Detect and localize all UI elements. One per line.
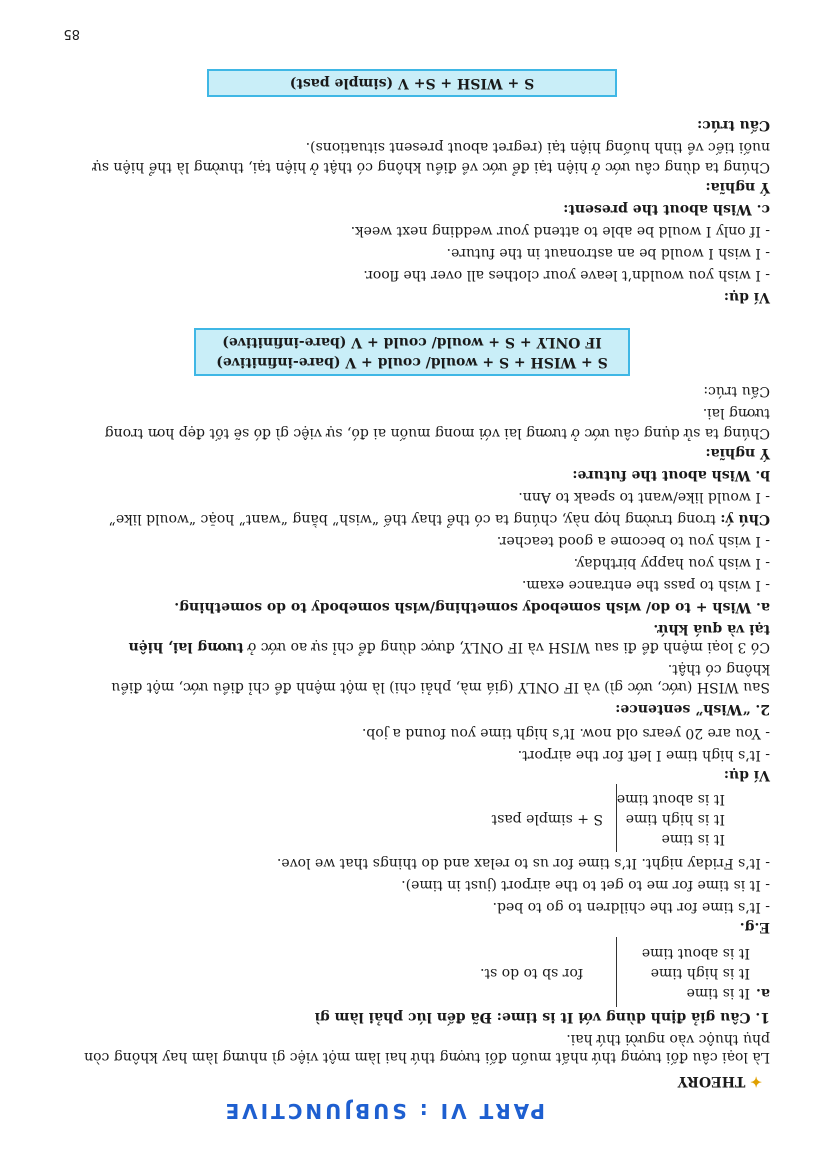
- example-line: - You are 20 years old now. It’s high time you found a job.: [361, 725, 770, 741]
- example-line: - I wish you wouldn’t leave your clothes all over the floor.: [363, 267, 770, 283]
- note-line: Chú ý: trong trường hợp này, chúng ta có thể thay thế “wish” bằng “want” hoặc “would like”: [108, 511, 770, 527]
- structure-item: It is high time: [625, 811, 725, 827]
- paragraph-line: nuối tiếc về tình huống hiện tại (regret about present situations).: [305, 139, 770, 155]
- vi-du-label: Ví dụ:: [723, 289, 770, 305]
- structure-label: Cấu trúc:: [703, 383, 770, 399]
- page-title: PART VI : SUBJUNCTIVE: [222, 1099, 545, 1123]
- meaning-label: Ý nghĩa:: [705, 179, 770, 195]
- structure-label: Cấu trúc:: [697, 117, 770, 133]
- paragraph-line: Có 3 loại mệnh đề đi sau WISH và IF ONLY, được dùng để chỉ sự ao ước ở tương lai, hiện: [128, 639, 770, 655]
- subsection-a-heading: a. Wish + to do/ wish somebody something/wish somebody to do something.: [174, 599, 770, 615]
- star-icon: ✦: [750, 1073, 762, 1089]
- vi-du-label: Ví dụ:: [723, 767, 770, 783]
- example-line: - If only I would be able to attend your wedding next week.: [350, 223, 770, 239]
- example-line: - I wish you to become a good teacher.: [496, 533, 770, 549]
- formula-line: S + WISH + S + would/ could + V (bare-infinitive): [216, 354, 608, 370]
- structure-item: It is time: [686, 985, 750, 1001]
- section1-heading: 1. Câu giả định dùng với It is time: Đã đến lúc phải làm gì: [314, 1009, 770, 1025]
- example-line: - It’s time for the children to go to bed.: [492, 899, 770, 915]
- structure-item: It is high time: [650, 965, 750, 981]
- structure-divider: [616, 937, 617, 1007]
- formula-box: [207, 69, 617, 97]
- structure-item: It is time: [661, 831, 725, 847]
- example-line: - I would like/want to speak to Ann.: [518, 489, 770, 505]
- meaning-label: Ý nghĩa:: [705, 445, 770, 461]
- subsection-b-heading: b. Wish about the future:: [572, 467, 770, 483]
- page-number: 85: [63, 26, 80, 41]
- intro-line: phụ thuộc vào người thứ hai.: [566, 1031, 770, 1047]
- example-line: - I wish I would be an astronaut in the future.: [446, 245, 770, 261]
- structure-divider: [616, 784, 617, 852]
- paragraph-line: Chúng ta sử dụng câu ước ở tương lai với mong muốn ai đó, sự việc gì đó sẽ tốt đẹp hơn trong: [104, 425, 770, 441]
- formula-line: IF ONLY + S + would/ could + V (bare-infinitive): [222, 334, 602, 350]
- paragraph-line: không có thật.: [667, 661, 770, 677]
- example-line: - I wish to pass the entrance exam.: [521, 577, 770, 593]
- example-line: - It is time for me to get to the airport (just in time).: [401, 877, 770, 893]
- eg-label: E.g.: [739, 919, 770, 935]
- example-line: - It’s high time I left for the airport.: [517, 747, 770, 763]
- intro-line: Là loại câu đối tượng thứ nhất muốn đối tượng thứ hai làm một việc gì nhưng làm hay không còn: [84, 1049, 770, 1065]
- structure-rhs: for sb to do st.: [480, 965, 583, 981]
- section2-heading: 2. “Wish” sentence:: [615, 701, 770, 717]
- subsection-c-heading: c. Wish about the present:: [563, 201, 770, 217]
- paragraph-line: tương lai.: [702, 405, 770, 421]
- example-line: - It’s Friday night. It’s time for us to relax and do things that we love.: [276, 855, 770, 871]
- structure-rhs: S + simple past: [491, 811, 603, 827]
- paragraph-line: Chúng ta dùng câu ước ở hiện tại để ước về điều không có thật ở hiện tại, thường là thể hiện sự: [92, 159, 770, 175]
- paragraph-line: tại và quá khứ.: [653, 621, 770, 637]
- paragraph-line: Sau WISH (ước, ước gì) và IF ONLY (giá mà, phải chi) là một mệnh đề chỉ điều ước, một điều: [111, 679, 770, 695]
- example-line: - I wish you happy birthday.: [573, 555, 770, 571]
- formula-box: [194, 328, 630, 376]
- structure-prefix: a.: [756, 985, 770, 1001]
- formula-line: S + WISH + S+ V (simple past): [289, 75, 535, 91]
- structure-item: It is about time: [641, 945, 750, 961]
- structure-item: It is about time: [616, 791, 725, 807]
- theory-heading: ✦ THEORY: [677, 1073, 762, 1089]
